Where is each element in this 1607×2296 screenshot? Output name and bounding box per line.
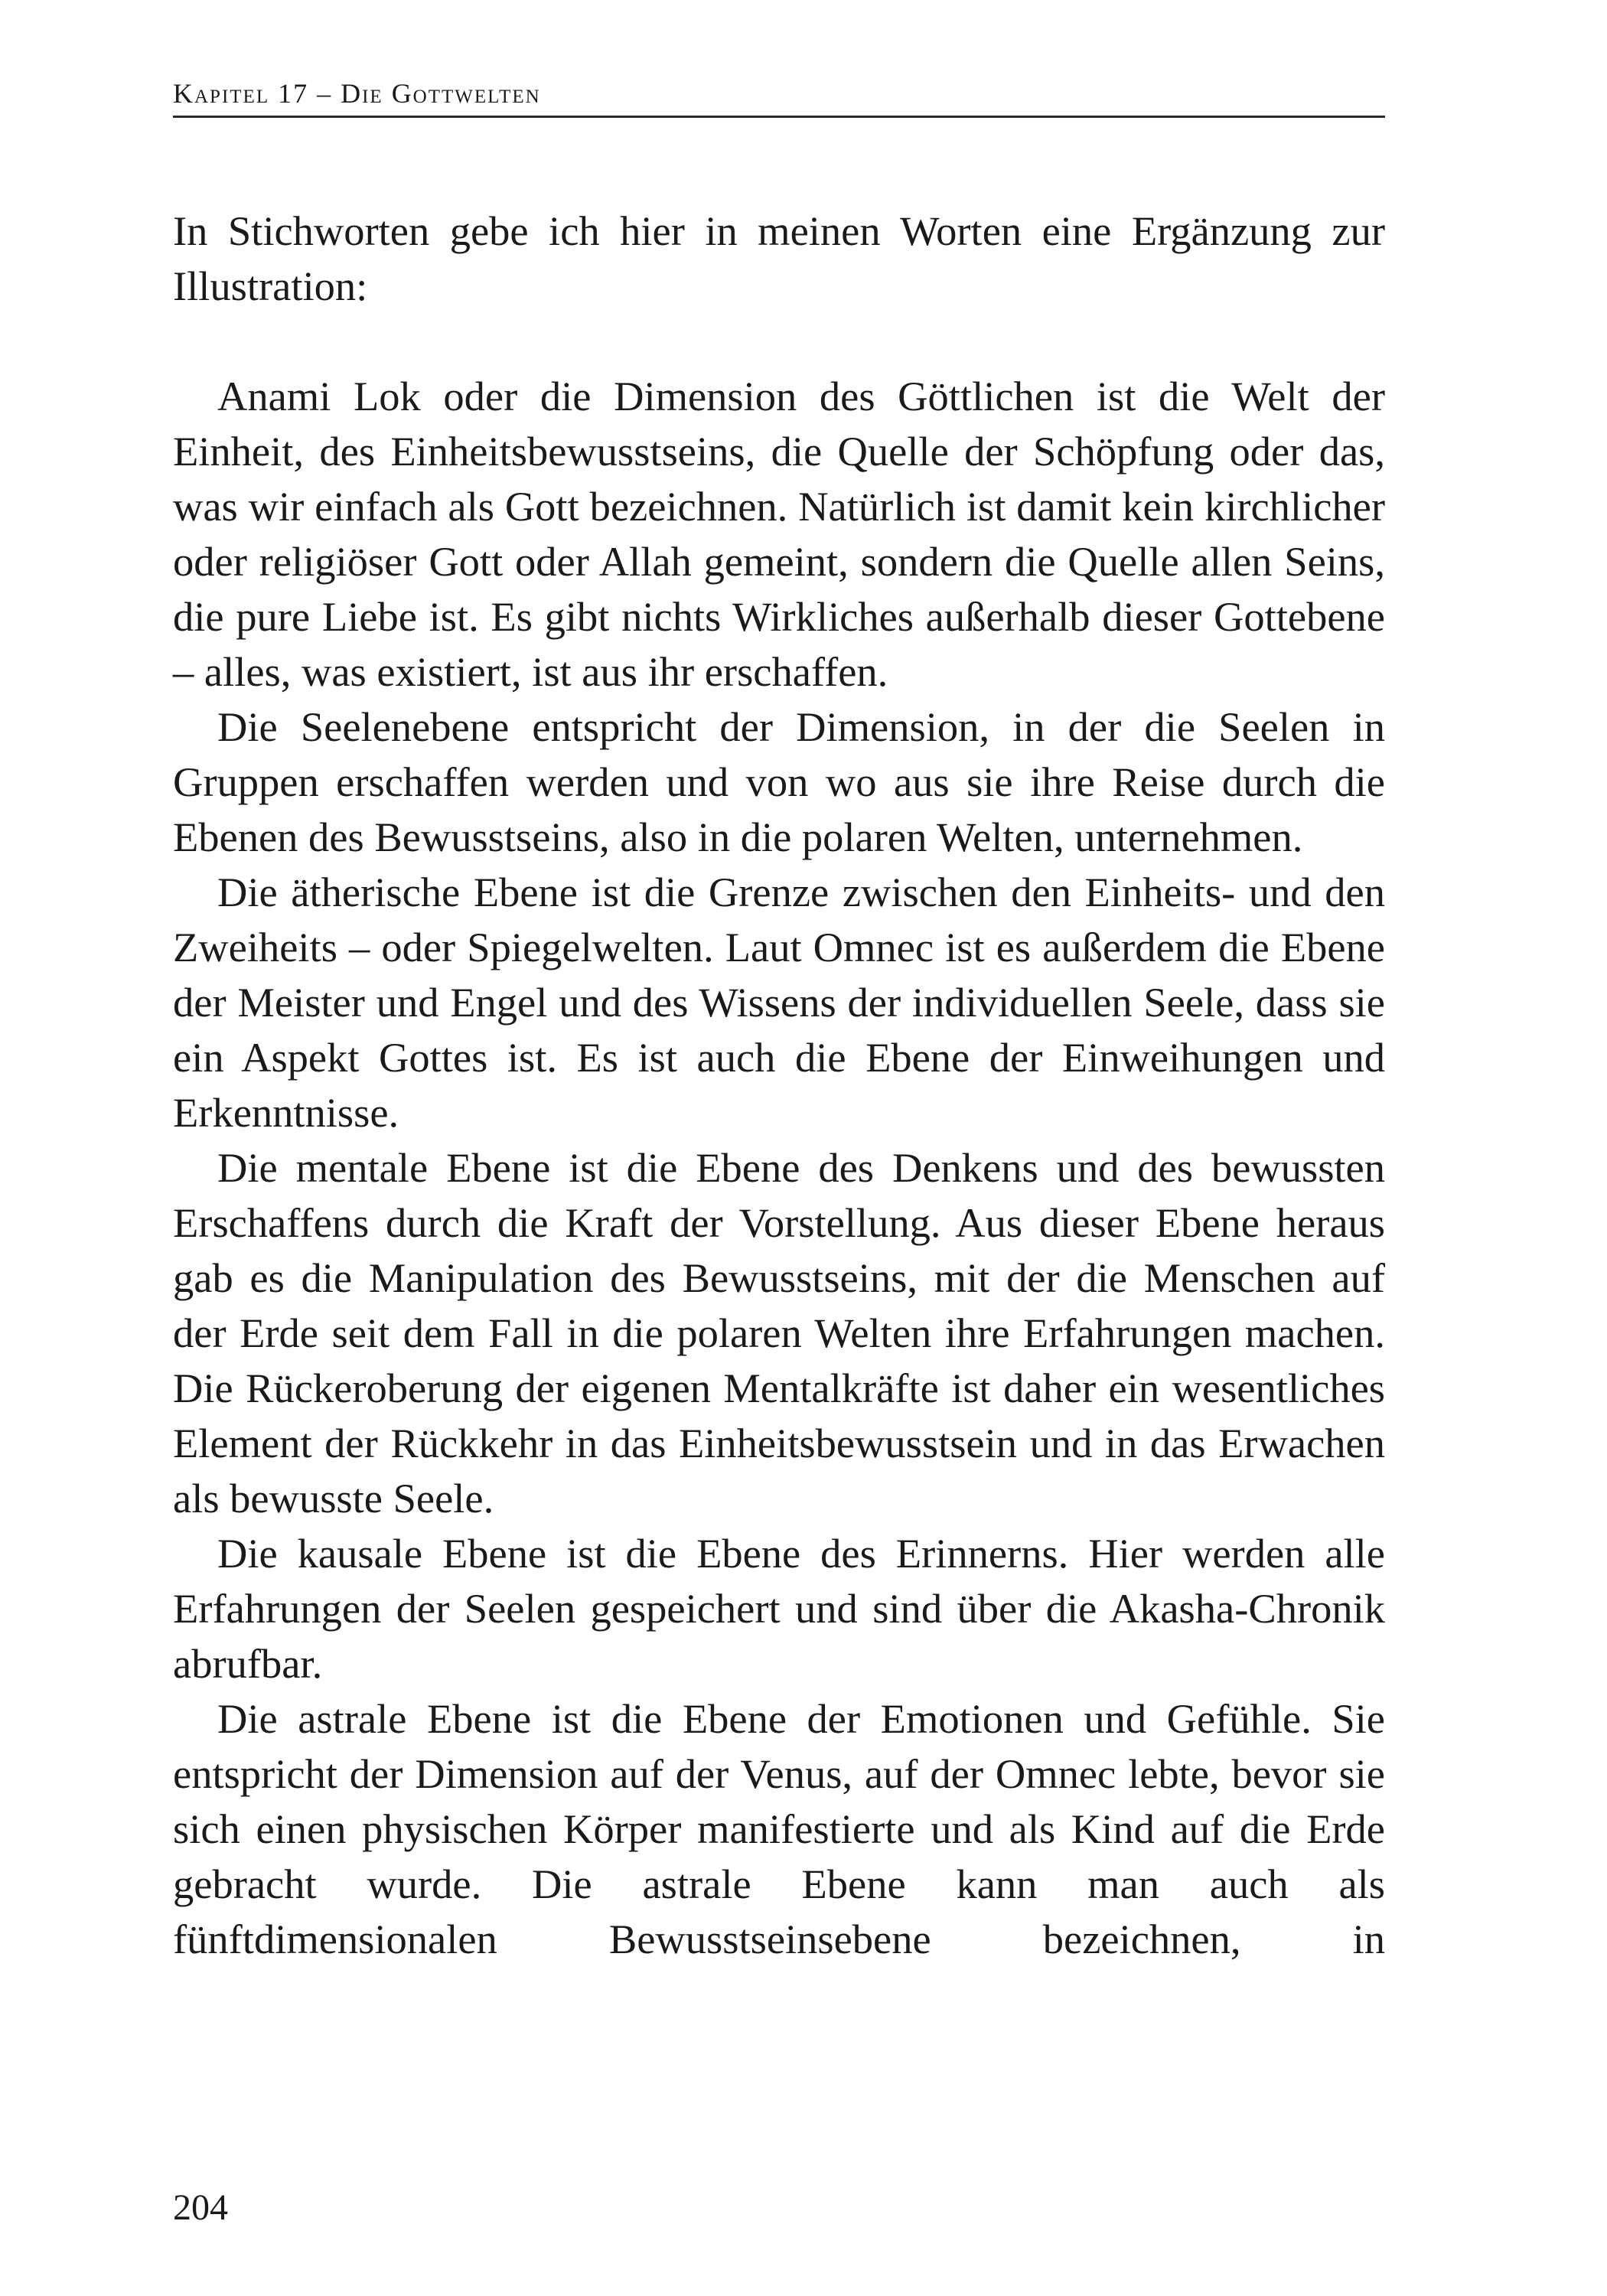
paragraph-seelenebene: Die Seelenebene entspricht der Dimension, in der die Seelen in Gruppen erschaffen werden und von wo aus sie ihre Reise durch die Ebenen des Bewusstseins, also in die polaren Welten, unternehmen. [173,703,1385,860]
intro-paragraph: In Stichworten gebe ich hier in meinen Worten eine Ergänzung zur Illustration: [173,207,1385,309]
paragraph-aetherische-ebene: Die ätherische Ebene ist die Grenze zwischen den Einheits- und den Zweiheits – oder Spiegelwelten. Laut Omnec ist es außerdem die Ebene der Meister und Engel und des Wissens der individuellen Seele, dass sie ein Aspekt Gottes ist. Es ist auch die Ebene der Einweihungen und Erkenntnisse. [173,869,1385,1136]
paragraph-anami-lok: Anami Lok oder die Dimension des Göttlichen ist die Welt der Einheit, des Einheitsbewusstseins, die Quelle der Schöpfung oder das, was wir einfach als Gott bezeichnen. Natürlich ist damit kein kirchlicher oder religiöser Gott oder Allah gemeint, sondern die Quelle allen Seins, die pure Liebe ist. Es gibt nichts Wirkliches außerhalb dieser Gottebene – alles, was existiert, ist aus ihr erschaffen. [173,373,1385,695]
running-header [173,73,1385,118]
paragraph-astrale-ebene: Die astrale Ebene ist die Ebene der Emotionen und Gefühle. Sie entspricht der Dimension auf der Venus, auf der Omnec lebte, bevor sie sich einen physischen Körper manifestierte und als Kind auf die Erde gebracht wurde. Die astrale Ebene kann man auch als fünftdimensionalen Bewusstseinsebene bezeichnen, in [173,1695,1385,1962]
page-body [173,204,1385,1967]
paragraph-kausale-ebene: Die kausale Ebene ist die Ebene des Erinnerns. Hier werden alle Erfahrungen der Seelen gespeichert und sind über die Akasha-Chronik abrufbar. [173,1530,1385,1687]
paragraph-mentale-ebene: Die mentale Ebene ist die Ebene des Denkens und des bewussten Erschaffens durch die Kraft der Vorstellung. Aus dieser Ebene heraus gab es die Manipulation des Bewusstseins, mit der die Menschen auf der Erde seit dem Fall in die polaren Welten ihre Erfahrungen machen. Die Rückeroberung der eigenen Mentalkräfte ist daher ein wesentliches Element der Rückkehr in das Einheitsbewusstsein und in das Erwachen als bewusste Seele. [173,1144,1385,1521]
chapter-title: Kapitel 17 – Die Gottwelten [173,78,541,109]
page-number: 204 [173,2187,228,2228]
